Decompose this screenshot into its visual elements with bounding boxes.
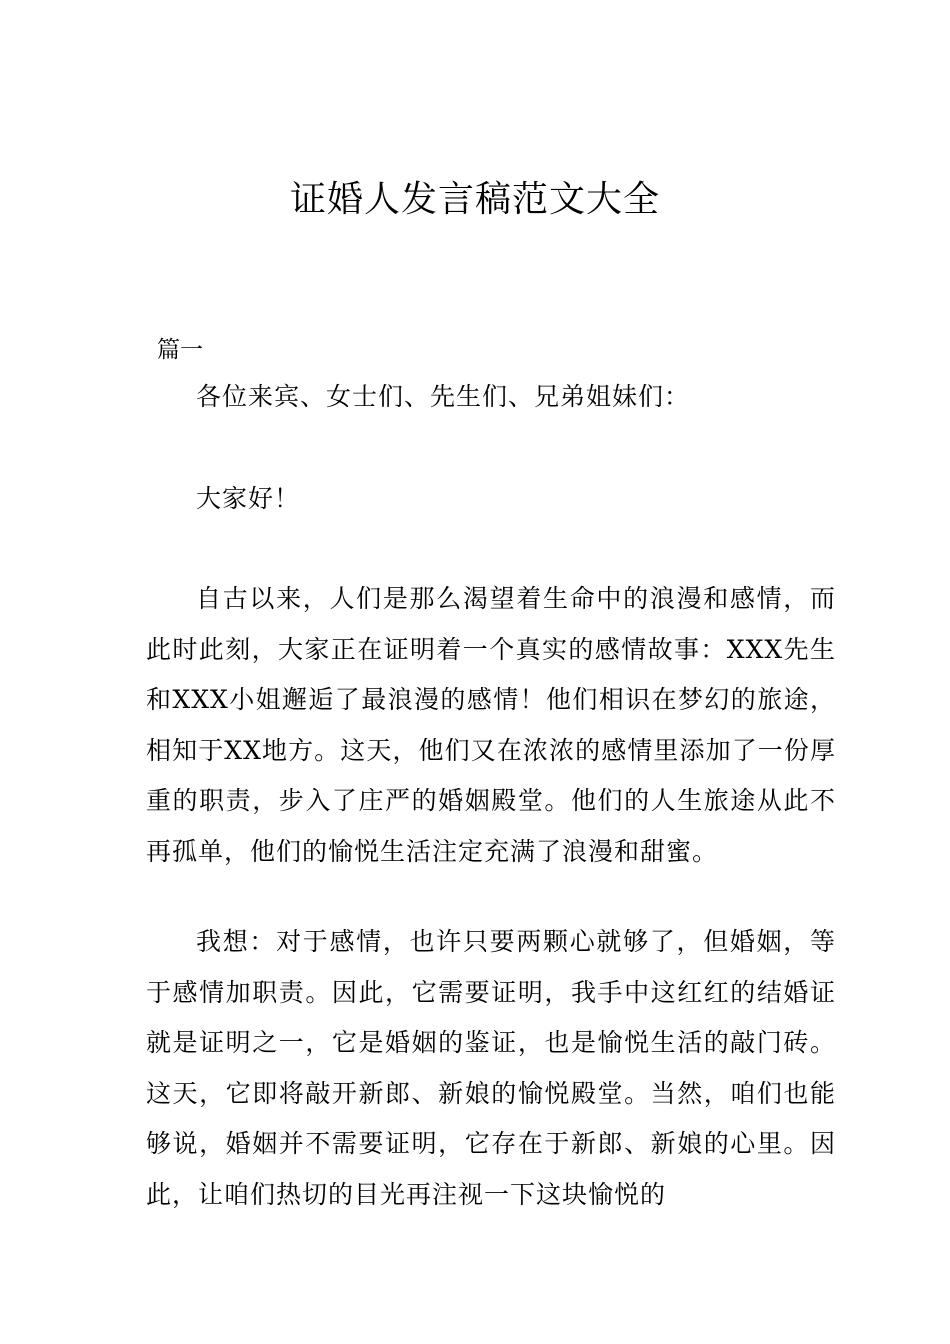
greeting-paragraph: 各位来宾、女士们、先生们、兄弟姐妹们： — [196, 382, 691, 411]
hello-paragraph: 大家好！ — [196, 484, 301, 513]
body-paragraph-1: 自古以来，人们是那么渴望着生命中的浪漫和感情，而此时此刻，大家正在证明着一个真实的感情故事：XXX先生和XXX小姐邂逅了最浪漫的感情！他们相识在梦幻的旅途，相知于XX地方。这天，他们又在浓浓的感情里添加了一份厚重的职责，步入了庄严的婚姻殿堂。他们的人生旅途从此不再孤单，他们的愉悦生活注定充满了浪漫和甜蜜。 — [146, 584, 836, 866]
body-paragraph-2: 我想：对于感情，也许只要两颗心就够了，但婚姻，等于感情加职责。因此，它需要证明，我手中这红红的结婚证就是证明之一，它是婚姻的鉴证，也是愉悦生活的敲门砖。这天，它即将敲开新郎、新娘的愉悦殿堂。当然，咱们也能够说，婚姻并不需要证明，它存在于新郎、新娘的心里。因此，让咱们热切的目光再注视一下这块愉悦的 — [146, 927, 836, 1209]
document-title: 证婚人发言稿范文大全 — [289, 179, 660, 220]
section-label: 篇一 — [157, 337, 203, 363]
